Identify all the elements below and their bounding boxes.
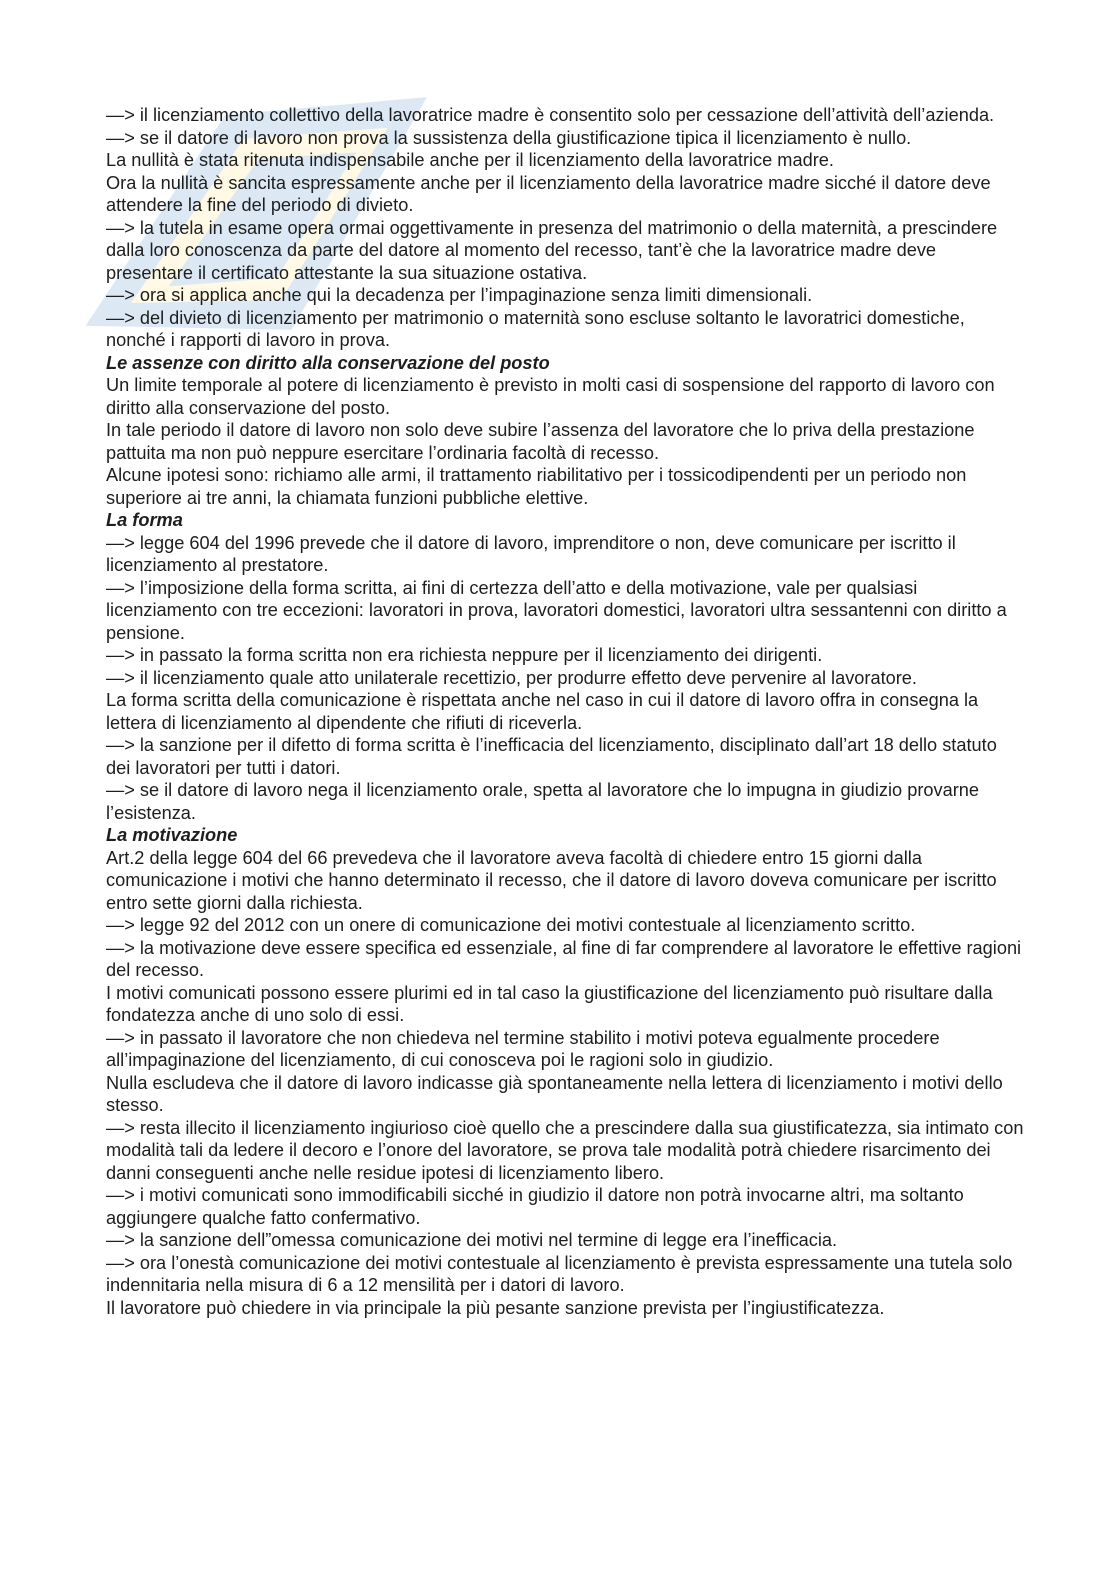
paragraph: —> la tutela in esame opera ormai oggettivamente in presenza del matrimonio o della maternità, a prescindere dalla loro conoscenza da parte del datore al momento del recesso, tant’è che la lavoratrice madre deve presentare il certificato attestante la sua situazione ostativa. [106, 217, 998, 283]
section-heading: La motivazione [106, 825, 238, 845]
paragraph: Nulla escludeva che il datore di lavoro indicasse già spontaneamente nella lettera di licenziamento i motivi dello stesso. [106, 1072, 1003, 1115]
paragraph: —> l’imposizione della forma scritta, ai fini di certezza dell’atto e della motivazione, vale per qualsiasi licenziamento con tre eccezioni: lavoratori in prova, lavoratori domestici, lavoratori ultra sessantenni con diritto a pensione. [106, 577, 1007, 643]
paragraph: —> in passato il lavoratore che non chiedeva nel termine stabilito i motivi poteva egualmente procedere all’impaginazione del licenziamento, di cui conosceva poi le ragioni solo in giudizio. [106, 1027, 940, 1070]
paragraph: —> se il datore di lavoro nega il licenziamento orale, spetta al lavoratore che lo impugna in giudizio provarne l’esistenza. [106, 780, 979, 823]
paragraph: —> la sanzione per il difetto di forma scritta è l’inefficacia del licenziamento, disciplinato dall’art 18 dello statuto dei lavoratori per tutti i datori. [106, 735, 997, 778]
paragraph: —> del divieto di licenziamento per matrimonio o maternità sono escluse soltanto le lavoratrici domestiche, nonché i rapporti di lavoro in prova. [106, 307, 965, 350]
paragraph: Un limite temporale al potere di licenziamento è previsto in molti casi di sospensione del rapporto di lavoro con diritto alla conservazione del posto. [106, 375, 995, 418]
paragraph: —> se il datore di lavoro non prova la sussistenza della giustificazione tipica il licenziamento è nullo. [106, 127, 912, 148]
paragraph: Il lavoratore può chiedere in via principale la più pesante sanzione prevista per l’ingiustificatezza. [106, 1297, 885, 1318]
paragraph: —> in passato la forma scritta non era richiesta neppure per il licenziamento dei dirigenti. [106, 645, 823, 665]
paragraph: —> la sanzione dell”omessa comunicazione dei motivi nel termine di legge era l’inefficacia. [106, 1230, 838, 1250]
paragraph: —> ora l’onestà comunicazione dei motivi contestuale al licenziamento è prevista espressamente una tutela solo indennitaria nella misura di 6 a 12 mensilità per i datori di lavoro. [106, 1252, 1013, 1295]
paragraph: —> resta illecito il licenziamento ingiurioso cioè quello che a prescindere dalla sua giustificatezza, sia intimato con modalità tali da ledere il decoro e l’onore del lavoratore, se prova tale modalità potrà chiedere risarcimento dei danni conseguenti anche nelle residue ipotesi di licenziamento libero. [106, 1117, 1024, 1183]
paragraph: Alcune ipotesi sono: richiamo alle armi, il trattamento riabilitativo per i tossicodipendenti per un periodo non superiore ai tre anni, la chiamata funzioni pubbliche elettive. [106, 465, 967, 508]
paragraph: —> ora si applica anche qui la decadenza per l’impaginazione senza limiti dimensionali. [106, 285, 813, 305]
paragraph: —> il licenziamento collettivo della lavoratrice madre è consentito solo per cessazione dell’attività dell’azienda. [106, 105, 995, 125]
section-heading: La forma [106, 510, 183, 530]
paragraph: —> i motivi comunicati sono immodificabili sicché in giudizio il datore non potrà invocarne altri, ma soltanto aggiungere qualche fatto confermativo. [106, 1185, 964, 1228]
document-page [106, 104, 1026, 1319]
paragraph: In tale periodo il datore di lavoro non solo deve subire l’assenza del lavoratore che lo priva della prestazione pattuita ma non può neppure esercitare l’ordinaria facoltà di recesso. [106, 420, 975, 463]
paragraph: Ora la nullità è sancita espressamente anche per il licenziamento della lavoratrice madre sicché il datore deve attendere la fine del periodo di divieto. [106, 172, 991, 215]
paragraph: La forma scritta della comunicazione è rispettata anche nel caso in cui il datore di lavoro offra in consegna la lettera di licenziamento al dipendente che rifiuti di riceverla. [106, 690, 979, 733]
paragraph: —> legge 604 del 1996 prevede che il datore di lavoro, imprenditore o non, deve comunicare per iscritto il licenziamento al prestatore. [106, 532, 956, 575]
paragraph: I motivi comunicati possono essere plurimi ed in tal caso la giustificazione del licenziamento può risultare dalla fondatezza anche di uno solo di essi. [106, 982, 993, 1025]
paragraph: La nullità è stata ritenuta indispensabile anche per il licenziamento della lavoratrice madre. [106, 150, 834, 170]
section-heading: Le assenze con diritto alla conservazione del posto [106, 352, 550, 373]
paragraph: —> la motivazione deve essere specifica ed essenziale, al fine di far comprendere al lavoratore le effettive ragioni del recesso. [106, 937, 1022, 980]
paragraph: —> legge 92 del 2012 con un onere di comunicazione dei motivi contestuale al licenziamento scritto. [106, 915, 916, 935]
paragraph: Art.2 della legge 604 del 66 prevedeva che il lavoratore aveva facoltà di chiedere entro 15 giorni dalla comunicazione i motivi che hanno determinato il recesso, che il datore di lavoro doveva comunicare per iscritto entro sette giorni dalla richiesta. [106, 847, 997, 913]
paragraph: —> il licenziamento quale atto unilaterale recettizio, per produrre effetto deve pervenire al lavoratore. [106, 667, 917, 688]
